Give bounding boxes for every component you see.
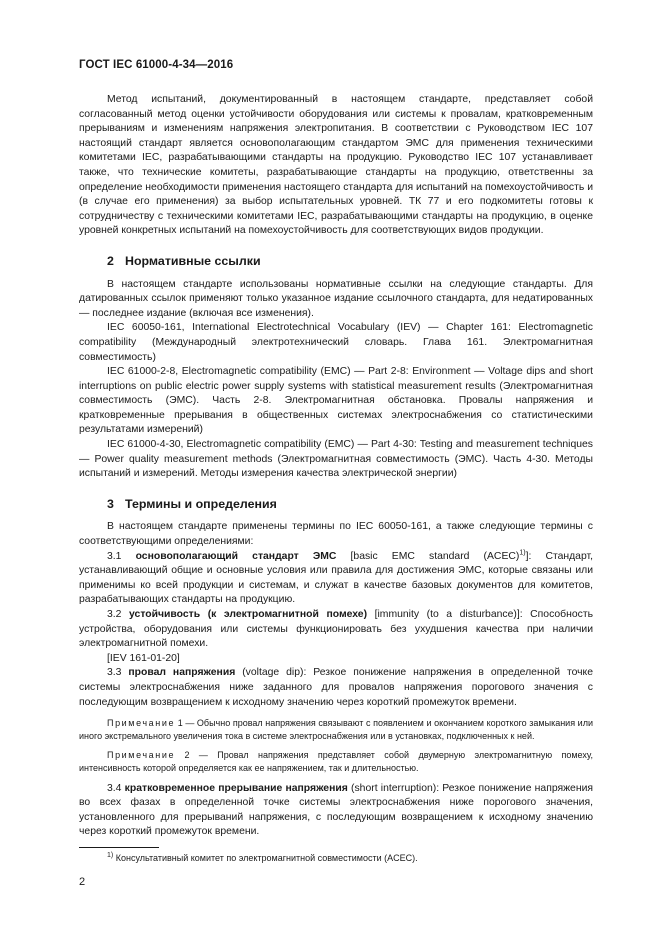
term-3-1	[79, 550, 593, 608]
footnote-text: Консультативный комитет по электромагнитной совместимости (ACEC).	[115, 853, 418, 863]
normative-reference: IEC 60050-161, International Electrotechnical Vocabulary (IEV) — Chapter 161: Electromagnetic compatibility (Международный электротехнический словарь. Глава 161. Электромагнитная совместимость)	[79, 322, 593, 363]
term-name: провал напряжения	[128, 667, 236, 679]
document-header: ГОСТ IEC 61000-4-34—2016	[79, 59, 234, 71]
term-name: устойчивость (к электромагнитной помехе)	[129, 609, 368, 620]
section-title: Нормативные ссылки	[125, 253, 261, 268]
term-3-3	[79, 666, 593, 710]
term-name: основополагающий стандарт ЭМС	[135, 550, 337, 562]
note-text: — Провал напряжения представляет собой двумерную электромагнитную помеху, интенсивность которой определяется как ее напряжением, так и длительностью.	[79, 750, 593, 773]
term-source-ref: [IEV 161-01-20]	[107, 652, 180, 664]
intro-paragraph: Метод испытаний, документированный в настоящем стандарте, представляет собой согласованный метод оценки устойчивости оборудования или системы к провалам, кратковременным прерываниям и изменениям напряжения электропитания. В соответствии с Руководством IEC 107 настоящий стандарт является основополагающим стандартом ЭМС для применения техническими комитетами IEC, разрабатывающими стандарты на продукцию. Руководство IEC 107 устанавливает также, что технические комитеты, разрабатывающие стандарты на продукцию, ответственны за определение необходимости применения настоящего стандарта для испытаний на помехоустойчивость и (в случае его применения) за выбор испытательных уровней. ТК 77 и его подкомитеты готовы к сотрудничеству с техническими комитетами IEC, разрабатывающими стандарты на продукцию, в оценке уровней конкретных испытаний на помехоустойчивость для соответствующих видов продукции.	[79, 94, 593, 237]
term-definition: (voltage dip): Резкое понижение напряжения в определенной точке системы электроснабжения ниже заданного для провалов напряжения порогового значения с последующим возвращением к исходному значению через короткий промежуток времени.	[79, 667, 593, 708]
term-definition: (short interruption): Резкое понижение напряжения во всех фазах в определенной точке системы электроснабжения ниже порогового значения, установленного для прерываний напряжения, с последующим возвращением к исходному значению через короткий промежуток времени.	[79, 782, 594, 838]
term-number: 3.3	[107, 667, 122, 679]
term-name: кратковременное прерывание напряжения	[124, 782, 348, 794]
footnote-ref: 1)	[519, 549, 526, 557]
section-number: 3	[107, 496, 114, 511]
footnote	[107, 853, 418, 863]
note-label: Примечание	[107, 750, 176, 761]
term-number: 3.1	[107, 550, 122, 562]
term-3-2	[79, 608, 593, 652]
note-label: Примечание	[107, 718, 176, 729]
note-text: — Обычно провал напряжения связывают с появлением и окончанием короткого замыкания или иного экстремального увеличения тока в системе электроснабжения или в установках, подключенных к ней.	[79, 718, 593, 741]
term-english: [basic EMC standard (ACEC)	[350, 550, 520, 562]
footnote-divider	[79, 847, 159, 848]
note-2	[79, 749, 593, 774]
paragraph: В настоящем стандарте применены термины по IEC 60050-161, а также следующие термины с соответствующими определениями:	[79, 521, 593, 548]
note-1	[79, 717, 593, 742]
section-2-heading	[79, 254, 593, 269]
section-number: 2	[107, 253, 114, 268]
term-3-4	[79, 782, 593, 840]
footnote-mark: 1)	[107, 852, 114, 859]
normative-reference: IEC 61000-2-8, Electromagnetic compatibility (EMC) — Part 2-8: Environment — Voltage dips and short interruptions on public electric power supply systems with statistical measurement results (Электромагнитная совместимость (ЭМС). Часть 2-8. Электромагнитная обстановка. Провалы напряжения и кратковременные прерывания в общественных системах электроснабжения со статистическими результатами измерений)	[79, 366, 593, 436]
note-number: 2	[184, 750, 190, 761]
page-number: 2	[79, 876, 86, 888]
note-number: 1	[177, 718, 183, 729]
section-3-heading	[79, 497, 593, 512]
paragraph: В настоящем стандарте использованы нормативные ссылки на следующие стандарты. Для датированных ссылок применяют только указанное издание ссылочного стандарта, для недатированных — последнее издание (включая все изменения).	[79, 278, 593, 319]
term-definition: [immunity (to a disturbance)]: Способность устройства, оборудования или системы функционировать без ухудшения качества при наличии электромагнитной помехи.	[79, 609, 593, 650]
term-definition: ]: Стандарт, устанавливающий общие и основные условия или правила для достижения ЭМС, которые связаны или применимы ко всей продукции и системам, и служат в качестве базовых документов для комитетов, разрабатывающих стандарты на продукцию.	[79, 550, 594, 606]
term-number: 3.2	[107, 609, 122, 620]
page-body	[79, 93, 593, 840]
term-number: 3.4	[107, 782, 122, 794]
section-title: Термины и определения	[125, 496, 277, 511]
normative-reference: IEC 61000-4-30, Electromagnetic compatibility (EMC) — Part 4-30: Testing and measurement techniques — Power quality measurement methods (Электромагнитная совместимость (ЭМС). Часть 4-30. Методы испытаний и измерений. Методы измерения качества электрической энергии)	[79, 439, 593, 480]
